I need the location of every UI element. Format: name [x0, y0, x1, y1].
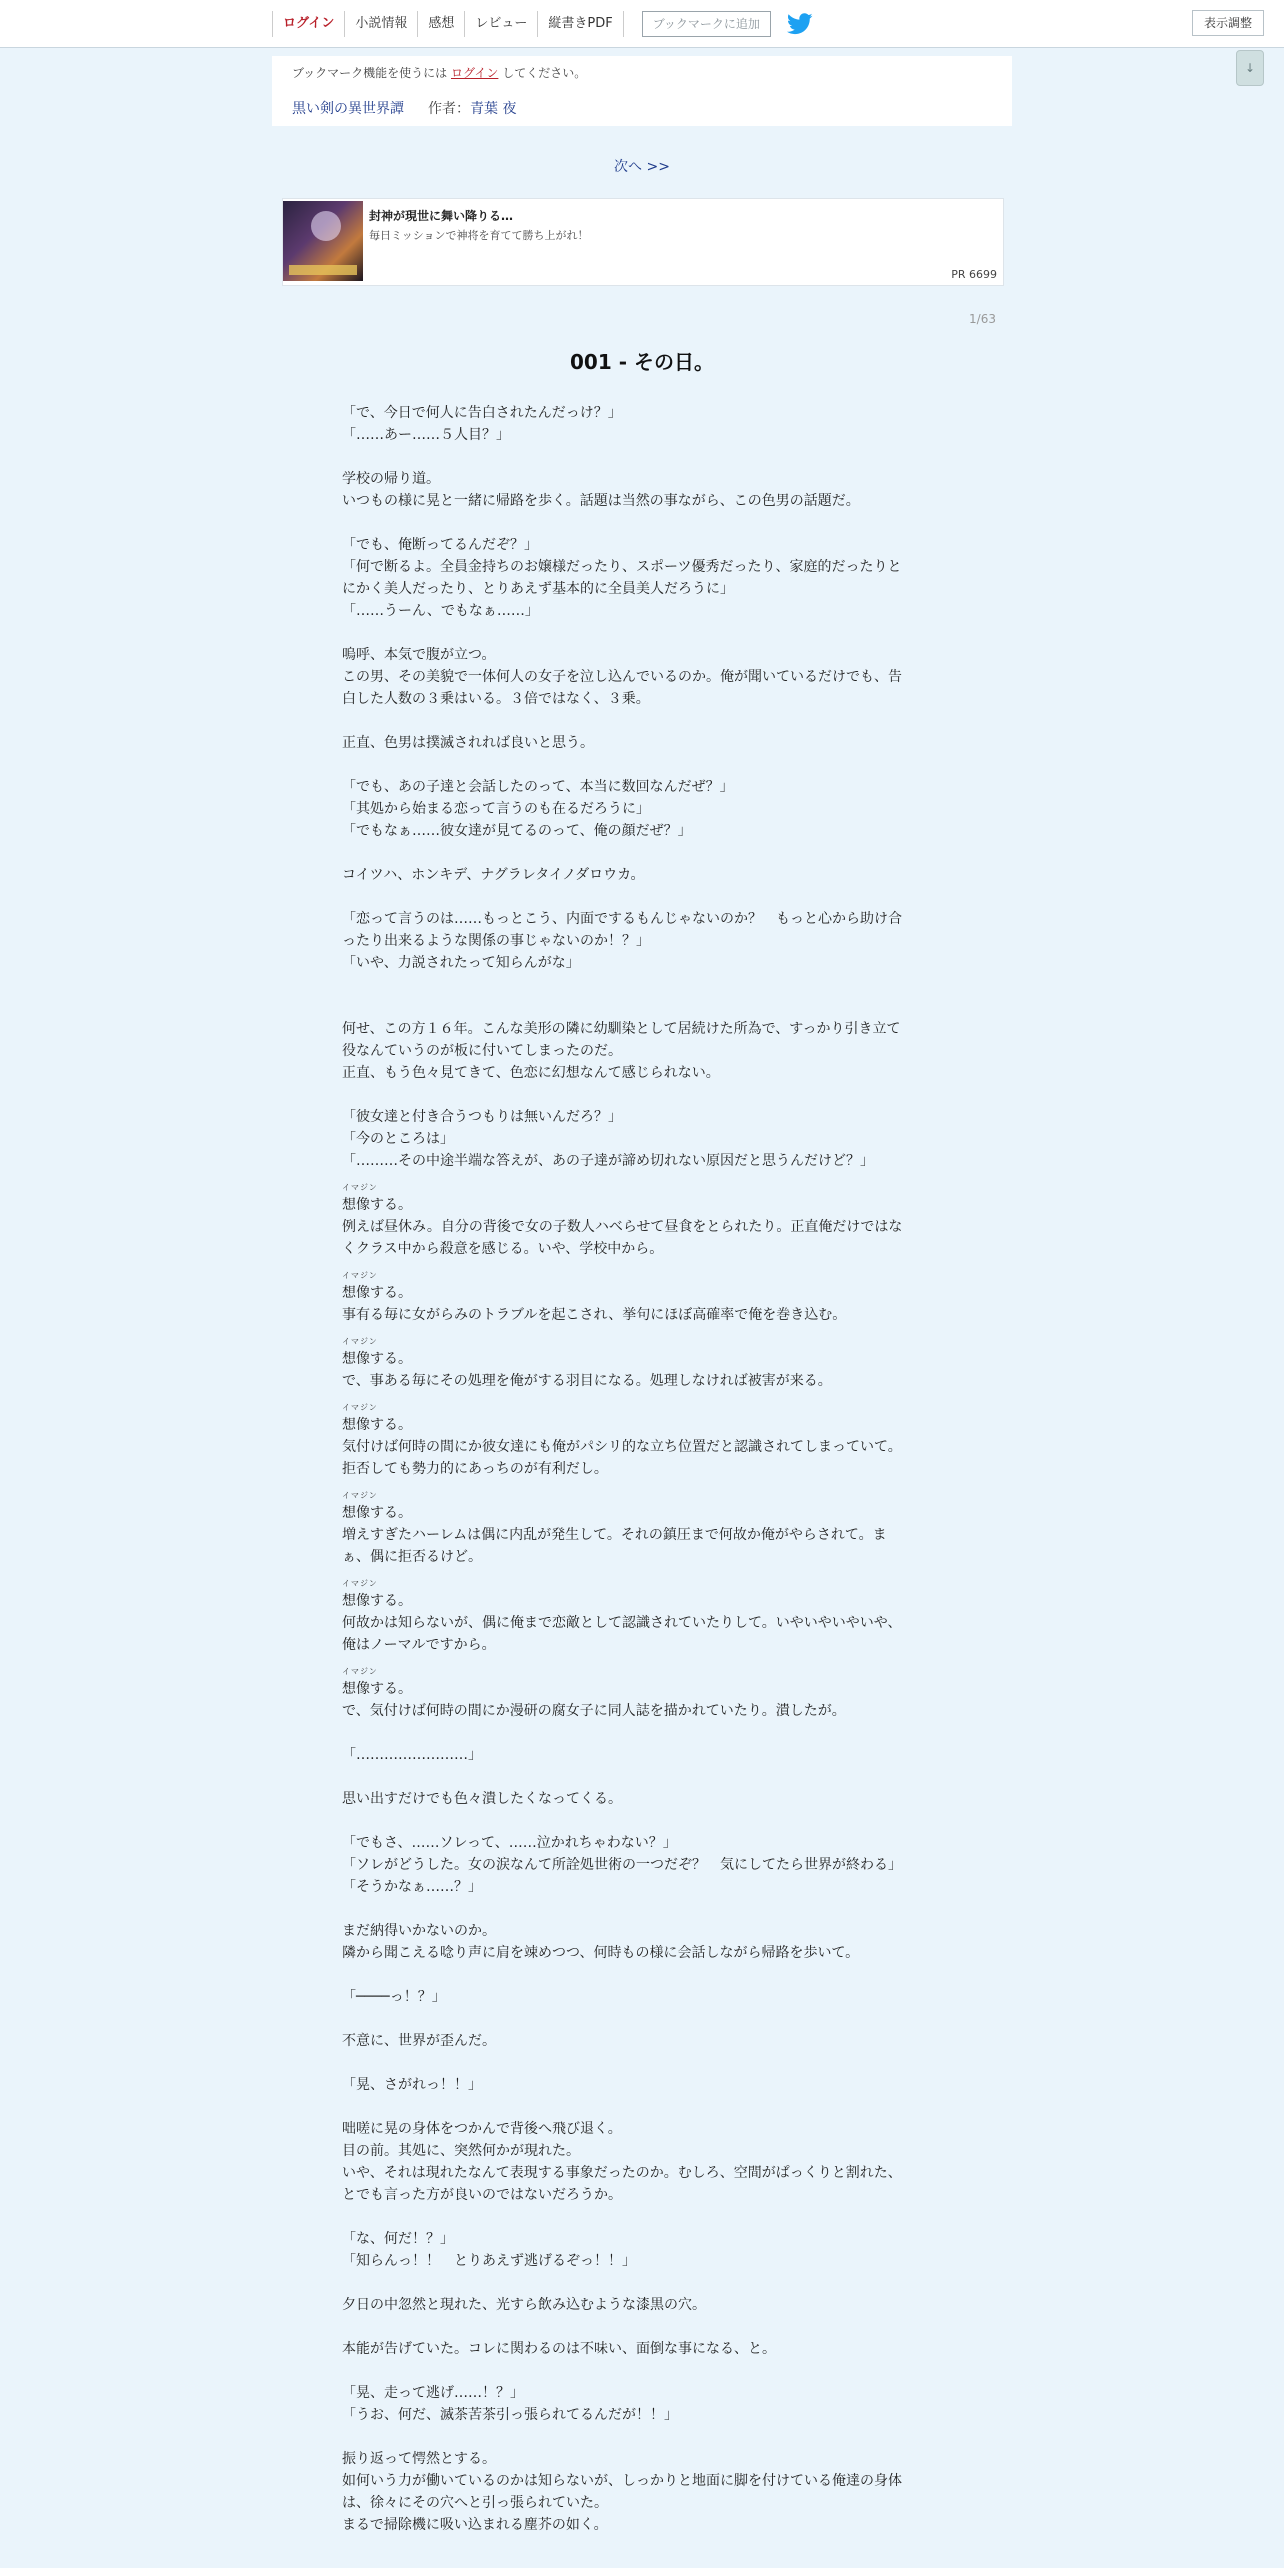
body-line: 「な、何だ！？」 [342, 2231, 454, 2247]
body-line [342, 1568, 948, 1590]
body-line [342, 512, 948, 534]
body-line [342, 1964, 948, 1986]
body-line: 振り返って愕然とする。 [342, 2451, 496, 2467]
body-line [342, 1656, 948, 1678]
body-line: イマジン 想像する。 [342, 1502, 948, 1524]
body-line [342, 842, 948, 864]
body-line: 事有る毎に女がらみのトラブルを起こされ、挙句にほぼ高確率で俺を巻き込む。 [342, 1307, 847, 1323]
body-line: 正直、色男は撲滅されれば良いと思う。 [342, 735, 594, 751]
body-line [342, 2360, 948, 2382]
body-line [342, 1260, 948, 1282]
body-line [342, 886, 948, 908]
body-line: イマジン 想像する。 [342, 1414, 948, 1436]
body-line: 「其処から始まる恋って言うのも在るだろうに」 [342, 801, 650, 817]
ruby-text: イマジン [342, 1667, 378, 1676]
body-line: 「……あー……５人目？」 [342, 427, 510, 443]
body-line [342, 1084, 948, 1106]
body-line: 「彼女達と付き合うつもりは無いんだろ？」 [342, 1109, 622, 1125]
nav-impressions[interactable]: 感想 [417, 11, 464, 37]
body-line [342, 622, 948, 644]
body-line: 「うお、何だ、滅茶苦茶引っ張られてるんだが！！」 [342, 2407, 678, 2423]
body-line [342, 1392, 948, 1414]
body-line: 思い出すだけでも色々潰したくなってくる。 [342, 1791, 622, 1807]
body-line: イマジン 想像する。 [342, 1194, 948, 1216]
body-line: 本能が告げていた。コレに関わるのは不味い、面倒な事になる、と。 [342, 2341, 776, 2357]
ruby-word: イマジン 想像 [342, 1271, 378, 1301]
ruby-text: イマジン [342, 1271, 378, 1280]
body-line: 「………その中途半端な答えが、あの子達が諦め切れない原因だと思うんだけど？」 [342, 1153, 874, 1169]
login-link[interactable]: ログイン [450, 66, 499, 80]
ruby-word: イマジン 想像 [342, 1183, 378, 1213]
body-line: 「そうかなぁ……？」 [342, 1879, 482, 1895]
body-line: 「いや、力説されたって知らんがな」 [342, 955, 580, 971]
body-line: 例えば昼休み。自分の背後で女の子数人ハベらせて昼食をとられたり。正直俺だけではな [342, 1219, 903, 1235]
body-line: 「知らんっ！！ とりあえず逃げるぞっ！！」 [342, 2253, 636, 2269]
author-label: 作者： [428, 101, 470, 117]
author-link[interactable]: 青葉 夜 [470, 101, 517, 117]
body-line [342, 1480, 948, 1502]
ruby-text: イマジン [342, 1579, 378, 1588]
ruby-text: イマジン [342, 1337, 378, 1346]
next-page-link[interactable]: 次へ >> [614, 159, 670, 175]
body-line: にかく美人だったり、とりあえず基本的に全員美人だろうに」 [342, 581, 734, 597]
novel-meta [292, 98, 516, 118]
body-line: まだ納得いかないのか。 [342, 1923, 496, 1939]
body-line: 拒否しても勢力的にあっちのが有利だし。 [342, 1461, 608, 1477]
body-line [342, 2206, 948, 2228]
ad-description: 毎日ミッションで神将を育てて勝ち上がれ！ [369, 229, 589, 242]
ruby-word: イマジン 想像 [342, 1667, 378, 1697]
body-line: 正直、もう色々見てきて、色恋に幻想なんて感じられない。 [342, 1065, 720, 1081]
body-line: いや、それは現れたなんて表現する事象だったのか。むしろ、空間がぱっくりと割れた、 [342, 2165, 902, 2181]
add-bookmark-button[interactable]: ブックマークに追加 [642, 11, 771, 37]
body-line [342, 996, 948, 1018]
page-number: 1/63 [969, 312, 996, 326]
body-line [342, 1172, 948, 1194]
novel-body [342, 402, 948, 2536]
nav-review[interactable]: レビュー [464, 11, 537, 37]
body-line: 学校の帰り道。 [342, 471, 440, 487]
body-line: 目の前。其処に、突然何かが現れた。 [342, 2143, 580, 2159]
ruby-word: イマジン 想像 [342, 1403, 378, 1433]
body-line [342, 754, 948, 776]
main-nav [272, 10, 813, 38]
body-line: 「……………………」 [342, 1747, 482, 1763]
body-line: 「何で断るよ。全員金持ちのお嬢様だったり、スポーツ優秀だったり、家庭的だったりと [342, 559, 902, 575]
body-line [342, 2272, 948, 2294]
scroll-down-button[interactable]: ↓ [1236, 50, 1264, 86]
ruby-word: イマジン 想像 [342, 1491, 378, 1521]
body-line [342, 710, 948, 732]
body-line: 「でもさ、……ソレって、……泣かれちゃわない？」 [342, 1835, 677, 1851]
body-line [342, 1810, 948, 1832]
body-line: 夕日の中忽然と現れた、光すら飲み込むような漆黒の穴。 [342, 2297, 706, 2313]
body-line: 「……うーん、でもなぁ……」 [342, 603, 539, 619]
ruby-word: イマジン 想像 [342, 1579, 378, 1609]
body-line: 気付けば何時の間にか彼女達にも俺がパシリ的な立ち位置だと認識されてしまっていて。 [342, 1439, 902, 1455]
body-line: イマジン 想像する。 [342, 1348, 948, 1370]
body-line: 「今のところは」 [342, 1131, 454, 1147]
body-line: まるで掃除機に吸い込まれる塵芥の如く。 [342, 2517, 608, 2533]
body-line: で、気付けば何時の間にか漫研の腐女子に同人誌を描かれていたり。潰したが。 [342, 1703, 846, 1719]
nav-novel-info[interactable]: 小説情報 [344, 11, 417, 37]
body-line [342, 2426, 948, 2448]
body-line: は、徐々にその穴へと引っ張られていた。 [342, 2495, 608, 2511]
top-navigation-bar [0, 0, 1284, 48]
body-line: 「────っ！？」 [342, 1989, 446, 2005]
ad-pr-label: PR 6699 [951, 268, 997, 281]
body-line: で、事ある毎にその処理を俺がする羽目になる。処理しなければ被害が来る。 [342, 1373, 832, 1389]
body-line: 「でも、俺断ってるんだぞ？」 [342, 537, 538, 553]
body-line: 隣から聞こえる唸り声に肩を竦めつつ、何時もの様に会話しながら帰路を歩いて。 [342, 1945, 860, 1961]
novel-title-link[interactable]: 黒い剣の異世界譚 [292, 101, 404, 117]
body-line: ったり出来るような関係の事じゃないのか！？」 [342, 933, 650, 949]
body-line: コイツハ、ホンキデ、ナグラレタイノダロウカ。 [342, 867, 645, 883]
body-line: 如何いう力が働いているのかは知らないが、しっかりと地面に脚を付けている俺達の身体 [342, 2473, 902, 2489]
body-line: 白した人数の３乗はいる。３倍ではなく、３乗。 [342, 691, 650, 707]
body-line: 「で、今日で何人に告白されたんだっけ？」 [342, 405, 622, 421]
body-line [342, 974, 948, 996]
body-line: とでも言った方が良いのではないだろうか。 [342, 2187, 622, 2203]
twitter-icon[interactable] [787, 13, 813, 35]
body-line [342, 1722, 948, 1744]
ruby-text: イマジン [342, 1491, 378, 1500]
body-line: この男、その美貌で一体何人の女子を泣し込んでいるのか。俺が聞いているだけでも、告 [342, 669, 902, 685]
ruby-text: イマジン [342, 1183, 378, 1192]
body-line: イマジン 想像する。 [342, 1282, 948, 1304]
nav-login[interactable]: ログイン [272, 11, 344, 37]
body-line [342, 1898, 948, 1920]
body-line [342, 446, 948, 468]
display-settings-button[interactable]: 表示調整 [1192, 10, 1264, 36]
body-line: 「恋って言うのは……もっとこう、内面でするもんじゃないのか？ もっと心から助け合 [342, 911, 902, 927]
body-line: 「ソレがどうした。女の涙なんて所詮処世術の一つだぞ？ 気にしてたら世界が終わる」 [342, 1857, 902, 1873]
body-line [342, 2052, 948, 2074]
body-line: 何せ、この方１６年。こんな美形の隣に幼馴染として居続けた所為で、すっかり引き立て [342, 1021, 901, 1037]
ad-title[interactable]: 封神が現世に舞い降りる… [369, 209, 514, 223]
body-line: 「でもなぁ……彼女達が見てるのって、俺の顔だぜ？」 [342, 823, 692, 839]
body-line: 「晃、走って逃げ……！？」 [342, 2385, 524, 2401]
ad-thumbnail[interactable] [283, 201, 363, 281]
body-line: イマジン 想像する。 [342, 1678, 948, 1700]
body-line: くクラス中から殺意を感じる。いや、学校中から。 [342, 1241, 664, 1257]
body-line: 増えすぎたハーレムは偶に内乱が発生して。それの鎮圧まで何故か俺がやらされて。ま [342, 1527, 887, 1543]
body-line: 嗚呼、本気で腹が立つ。 [342, 647, 496, 663]
body-line: ぁ、偶に拒否るけど。 [342, 1549, 482, 1565]
body-line: イマジン 想像する。 [342, 1590, 948, 1612]
body-line: 咄嗟に晃の身体をつかんで背後へ飛び退く。 [342, 2121, 622, 2137]
chapter-title: 001 - その日。 [570, 350, 714, 374]
body-line [342, 1326, 948, 1348]
bookmark-info-box [272, 56, 1012, 126]
body-line: 俺はノーマルですから。 [342, 1637, 496, 1653]
body-line [342, 2316, 948, 2338]
ruby-word: イマジン 想像 [342, 1337, 378, 1367]
body-line: いつもの様に晃と一緒に帰路を歩く。話題は当然の事ながら、この色男の話題だ。 [342, 493, 860, 509]
ruby-text: イマジン [342, 1403, 378, 1412]
nav-vertical-pdf[interactable]: 縦書きPDF [537, 11, 623, 37]
body-line: 「晃、さがれっ！！」 [342, 2077, 482, 2093]
advertisement[interactable] [282, 198, 1004, 286]
body-line [342, 2008, 948, 2030]
body-line: 役なんていうのが板に付いてしまったのだ。 [342, 1043, 622, 1059]
body-line: 何故かは知らないが、偶に俺まで恋敵として認識されていたりして。いやいやいやいや、 [342, 1615, 902, 1631]
body-line [342, 2096, 948, 2118]
body-line: 「でも、あの子達と会話したのって、本当に数回なんだぜ？」 [342, 779, 734, 795]
body-line [342, 1766, 948, 1788]
bookmark-login-notice: ブックマーク機能を使うには ログイン してください。 [292, 66, 587, 80]
body-line: 不意に、世界が歪んだ。 [342, 2033, 496, 2049]
